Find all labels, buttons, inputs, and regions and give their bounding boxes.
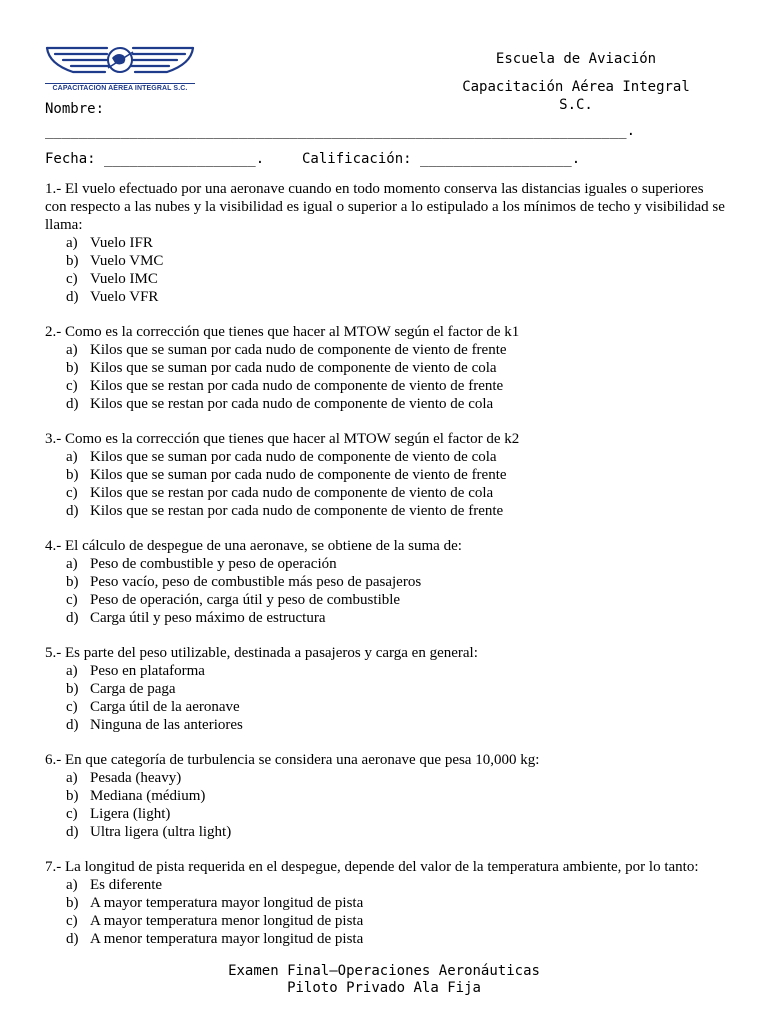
- winged-globe-logo-icon: [45, 44, 195, 84]
- question-3: [45, 430, 725, 520]
- option-letter: c): [66, 271, 78, 287]
- question-stem: 6.- En que categoría de turbulencia se considera una aeronave que pesa 10,000 kg:: [45, 752, 540, 768]
- option-letter: b): [66, 895, 79, 911]
- question-stem: 3.- Como es la corrección que tienes que hacer al MTOW según el factor de k2: [45, 431, 520, 447]
- options-list: [45, 876, 725, 948]
- date-field: [45, 151, 264, 167]
- question-stem: 4.- El cálculo de despegue de una aeronave, se obtiene de la suma de:: [45, 538, 462, 554]
- option-text: Peso vacío, peso de combustible más peso de pasajeros: [90, 574, 422, 590]
- option-text: Ligera (light): [90, 806, 171, 822]
- option-letter: a): [66, 877, 78, 893]
- option-text: Es diferente: [90, 877, 163, 893]
- option-b[interactable]: [45, 894, 725, 912]
- options-list: [45, 662, 725, 734]
- question-4: [45, 537, 725, 627]
- option-letter: d): [66, 396, 79, 412]
- option-text: Peso de combustible y peso de operación: [90, 556, 337, 572]
- option-text: Carga útil de la aeronave: [90, 699, 240, 715]
- question-2: [45, 323, 725, 413]
- option-c[interactable]: [45, 912, 725, 930]
- school-name-line1: Escuela de Aviación: [495, 51, 657, 67]
- school-name-line3: S.C.: [559, 97, 593, 113]
- option-letter: c): [66, 592, 78, 608]
- option-text: Kilos que se suman por cada nudo de componente de viento de cola: [90, 449, 497, 465]
- option-letter: d): [66, 931, 79, 947]
- option-d[interactable]: [45, 288, 725, 306]
- option-c[interactable]: [45, 484, 725, 502]
- grade-label: Calificación:: [302, 151, 412, 167]
- option-letter: d): [66, 824, 79, 840]
- footer-line2: Piloto Privado Ala Fija: [287, 980, 481, 996]
- option-d[interactable]: [45, 823, 725, 841]
- option-a[interactable]: [45, 876, 725, 894]
- option-a[interactable]: [45, 769, 725, 787]
- option-text: Kilos que se suman por cada nudo de componente de viento de frente: [90, 467, 507, 483]
- option-a[interactable]: [45, 448, 725, 466]
- option-text: Kilos que se suman por cada nudo de componente de viento de frente: [90, 342, 507, 358]
- question-stem: 2.- Como es la corrección que tienes que hacer al MTOW según el factor de k1: [45, 324, 520, 340]
- option-text: Pesada (heavy): [90, 770, 182, 786]
- option-d[interactable]: [45, 502, 725, 520]
- grade-field: [302, 151, 580, 167]
- option-letter: d): [66, 610, 79, 626]
- option-letter: a): [66, 235, 78, 251]
- option-b[interactable]: [45, 680, 725, 698]
- option-text: Carga útil y peso máximo de estructura: [90, 610, 326, 626]
- option-letter: d): [66, 717, 79, 733]
- option-letter: b): [66, 360, 79, 376]
- question-stem: 7.- La longitud de pista requerida en el despegue, depende del valor de la temperatura ambiente, por lo tanto:: [45, 859, 699, 875]
- logo-caption: CAPACITACIÓN AÉREA INTEGRAL S.C.: [45, 83, 195, 92]
- name-blank[interactable]: _____________________________________________________________________.: [45, 123, 636, 139]
- option-text: Ninguna de las anteriores: [90, 717, 243, 733]
- name-label: Nombre:: [45, 101, 105, 117]
- option-b[interactable]: [45, 252, 725, 270]
- option-b[interactable]: [45, 787, 725, 805]
- option-letter: c): [66, 913, 78, 929]
- date-blank[interactable]: __________________.: [104, 151, 265, 167]
- question-stem: 5.- Es parte del peso utilizable, destinada a pasajeros y carga en general:: [45, 645, 478, 661]
- option-text: Vuelo IMC: [90, 271, 158, 287]
- option-c[interactable]: [45, 270, 725, 288]
- option-text: Kilos que se restan por cada nudo de componente de viento de cola: [90, 485, 494, 501]
- options-list: [45, 234, 725, 306]
- option-letter: b): [66, 681, 79, 697]
- option-letter: a): [66, 449, 78, 465]
- option-text: Vuelo VMC: [90, 253, 164, 269]
- option-letter: d): [66, 289, 79, 305]
- page-footer: [0, 963, 768, 997]
- option-text: Kilos que se restan por cada nudo de componente de viento de frente: [90, 503, 504, 519]
- question-7: [45, 858, 725, 948]
- option-letter: c): [66, 806, 78, 822]
- options-list: [45, 448, 725, 520]
- option-a[interactable]: [45, 341, 725, 359]
- option-text: Kilos que se restan por cada nudo de componente de viento de cola: [90, 396, 494, 412]
- option-text: Peso en plataforma: [90, 663, 205, 679]
- options-list: [45, 341, 725, 413]
- option-c[interactable]: [45, 377, 725, 395]
- option-c[interactable]: [45, 805, 725, 823]
- question-stem: 1.- El vuelo efectuado por una aeronave cuando en todo momento conserva las distancias iguales o superiores con respecto a las nubes y la visibilidad es igual o superior a lo estipulado a los mínimos de techo y visibilidad se llama:: [45, 181, 725, 233]
- grade-blank[interactable]: __________________.: [420, 151, 581, 167]
- option-text: Carga de paga: [90, 681, 176, 697]
- option-text: A menor temperatura mayor longitud de pista: [90, 931, 364, 947]
- option-text: A mayor temperatura menor longitud de pista: [90, 913, 364, 929]
- option-b[interactable]: [45, 359, 725, 377]
- option-b[interactable]: [45, 573, 725, 591]
- option-letter: a): [66, 663, 78, 679]
- option-letter: c): [66, 699, 78, 715]
- option-text: Vuelo VFR: [90, 289, 159, 305]
- school-name-line2: Capacitación Aérea Integral: [462, 79, 690, 95]
- school-logo: [45, 44, 195, 92]
- question-1: [45, 180, 725, 306]
- footer-line1: Examen Final—Operaciones Aeronáuticas: [228, 963, 540, 979]
- option-d[interactable]: [45, 395, 725, 413]
- option-letter: c): [66, 378, 78, 394]
- options-list: [45, 769, 725, 841]
- option-text: Kilos que se suman por cada nudo de componente de viento de cola: [90, 360, 497, 376]
- option-text: Peso de operación, carga útil y peso de combustible: [90, 592, 401, 608]
- option-c[interactable]: [45, 698, 725, 716]
- option-text: Ultra ligera (ultra light): [90, 824, 232, 840]
- question-6: [45, 751, 725, 841]
- option-a[interactable]: [45, 234, 725, 252]
- option-letter: a): [66, 556, 78, 572]
- option-d[interactable]: [45, 609, 725, 627]
- option-text: A mayor temperatura mayor longitud de pista: [90, 895, 364, 911]
- option-letter: b): [66, 574, 79, 590]
- option-letter: c): [66, 485, 78, 501]
- option-text: Kilos que se restan por cada nudo de componente de viento de frente: [90, 378, 504, 394]
- option-letter: a): [66, 770, 78, 786]
- option-letter: b): [66, 788, 79, 804]
- option-a[interactable]: [45, 662, 725, 680]
- questions-list: [45, 180, 725, 965]
- option-d[interactable]: [45, 930, 725, 948]
- option-text: Vuelo IFR: [90, 235, 153, 251]
- option-d[interactable]: [45, 716, 725, 734]
- options-list: [45, 555, 725, 627]
- option-letter: b): [66, 467, 79, 483]
- date-label: Fecha:: [45, 151, 96, 167]
- option-letter: a): [66, 342, 78, 358]
- question-5: [45, 644, 725, 734]
- option-letter: b): [66, 253, 79, 269]
- option-text: Mediana (médium): [90, 788, 206, 804]
- option-c[interactable]: [45, 591, 725, 609]
- option-letter: d): [66, 503, 79, 519]
- option-a[interactable]: [45, 555, 725, 573]
- option-b[interactable]: [45, 466, 725, 484]
